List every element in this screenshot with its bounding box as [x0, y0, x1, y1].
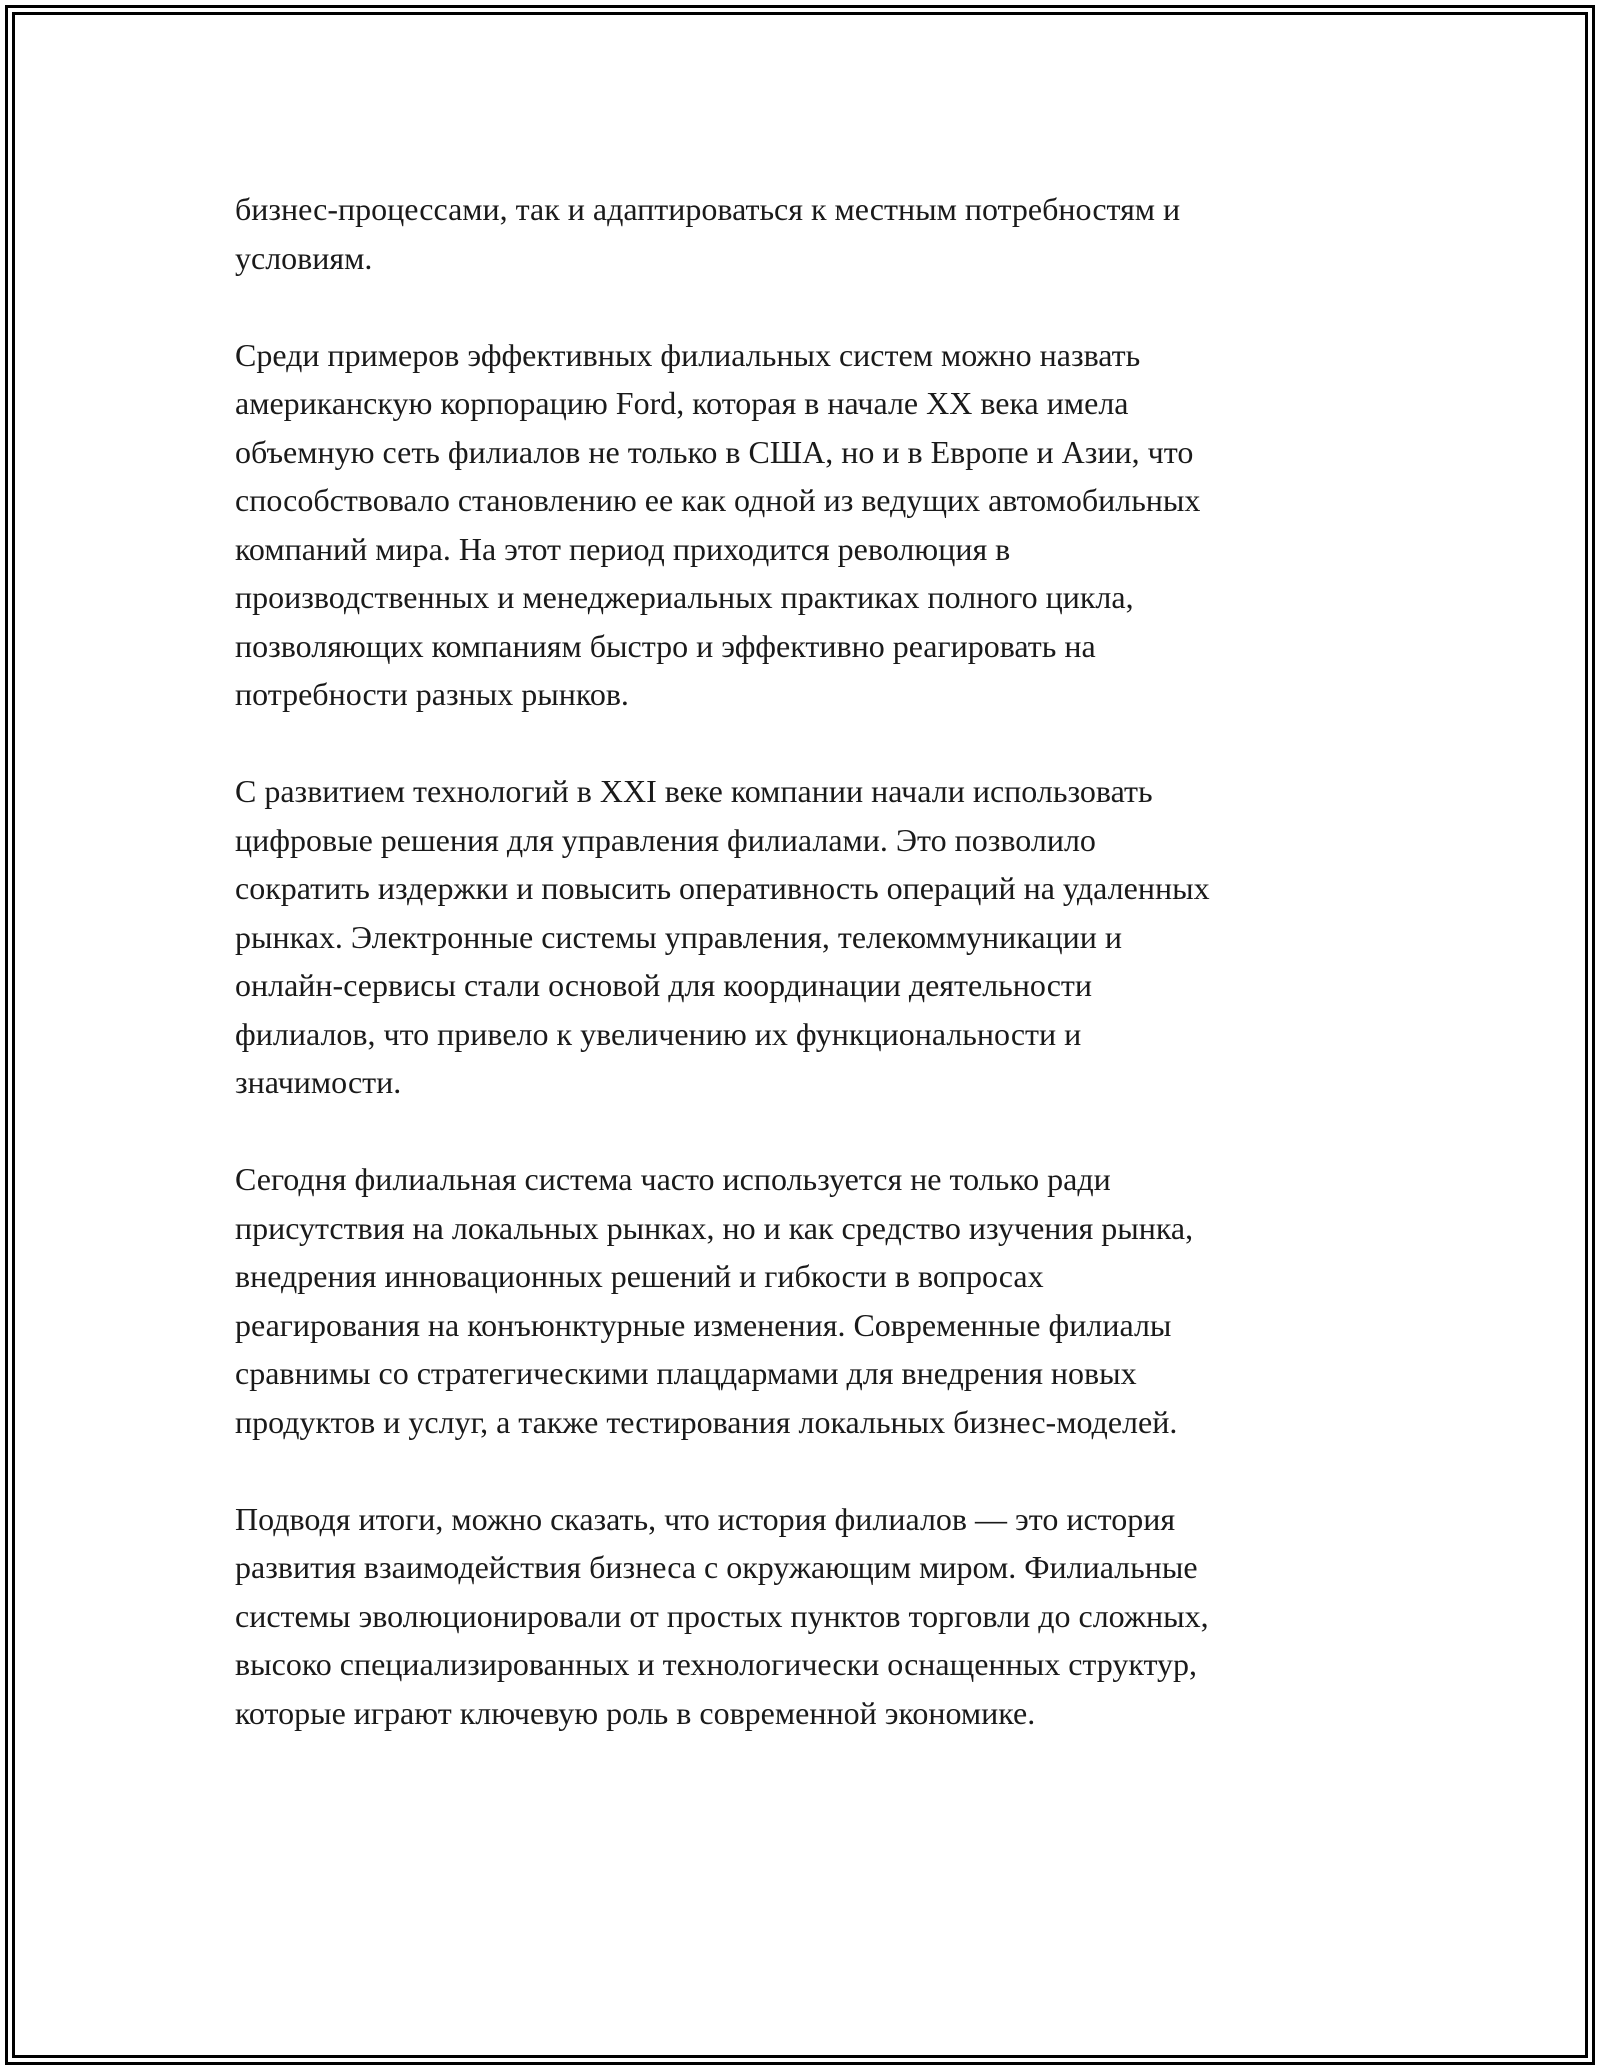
text-line: продуктов и услуг, а также тестирования локальных бизнес-моделей.	[235, 1403, 1178, 1440]
text-line: С развитием технологий в XXI веке компании начали использовать	[235, 773, 1153, 809]
text-line: Сегодня филиальная система часто используется не только ради	[235, 1161, 1111, 1197]
text-line: присутствия на локальных рынках, но и как средство изучения рынка,	[235, 1209, 1194, 1246]
text-line: филиалов, что привело к увеличению их функциональности и	[235, 1015, 1082, 1052]
paragraph-today	[235, 1155, 1365, 1446]
paragraph-digital-era	[235, 767, 1365, 1107]
text-line: объемную сеть филиалов не только в США, но и в Европе и Азии, что	[235, 433, 1194, 470]
text-line: бизнес-процессами, так и адаптироваться к местным потребностям и	[235, 191, 1181, 227]
text-line: онлайн-сервисы стали основой для координации деятельности	[235, 967, 1092, 1003]
text-line: рынках. Электронные системы управления, телекоммуникации и	[235, 918, 1123, 955]
text-line: сравнимы со стратегическими плацдармами для внедрения новых	[235, 1355, 1137, 1391]
paragraph-ford-example	[235, 331, 1365, 719]
paragraph-conclusion	[235, 1495, 1365, 1738]
text-line: высоко специализированных и технологически оснащенных структур,	[235, 1646, 1198, 1682]
text-line: значимости.	[235, 1064, 402, 1100]
text-line: внедрения инновационных решений и гибкости в вопросах	[235, 1258, 1044, 1294]
document-body	[235, 185, 1365, 1786]
text-line: позволяющих компаниям быстро и эффективно реагировать на	[235, 627, 1096, 664]
text-line: Среди примеров эффективных филиальных систем можно назвать	[235, 336, 1141, 373]
text-line: способствовало становлению ее как одной из ведущих автомобильных	[235, 482, 1201, 518]
text-line: цифровые решения для управления филиалами. Это позволило	[235, 821, 1096, 858]
paragraph-continuation	[235, 185, 1365, 282]
text-line: которые играют ключевую роль в современной экономике.	[235, 1694, 1036, 1731]
text-line: компаний мира. На этот период приходится революция в	[235, 530, 1011, 567]
text-line: условиям.	[235, 239, 373, 276]
text-line: реагирования на конъюнктурные изменения. Современные филиалы	[235, 1306, 1172, 1343]
text-line: производственных и менеджериальных практиках полного цикла,	[235, 579, 1134, 615]
text-line: потребности разных рынков.	[235, 676, 629, 712]
text-line: Подводя итоги, можно сказать, что история филиалов — это история	[235, 1500, 1176, 1537]
text-line: системы эволюционировали от простых пунктов торговли до сложных,	[235, 1597, 1209, 1634]
text-line: развития взаимодействия бизнеса с окружающим миром. Филиальные	[235, 1549, 1198, 1585]
text-line: американскую корпорацию Ford, которая в начале XX века имела	[235, 385, 1129, 421]
text-line: сократить издержки и повысить оперативность операций на удаленных	[235, 870, 1210, 906]
